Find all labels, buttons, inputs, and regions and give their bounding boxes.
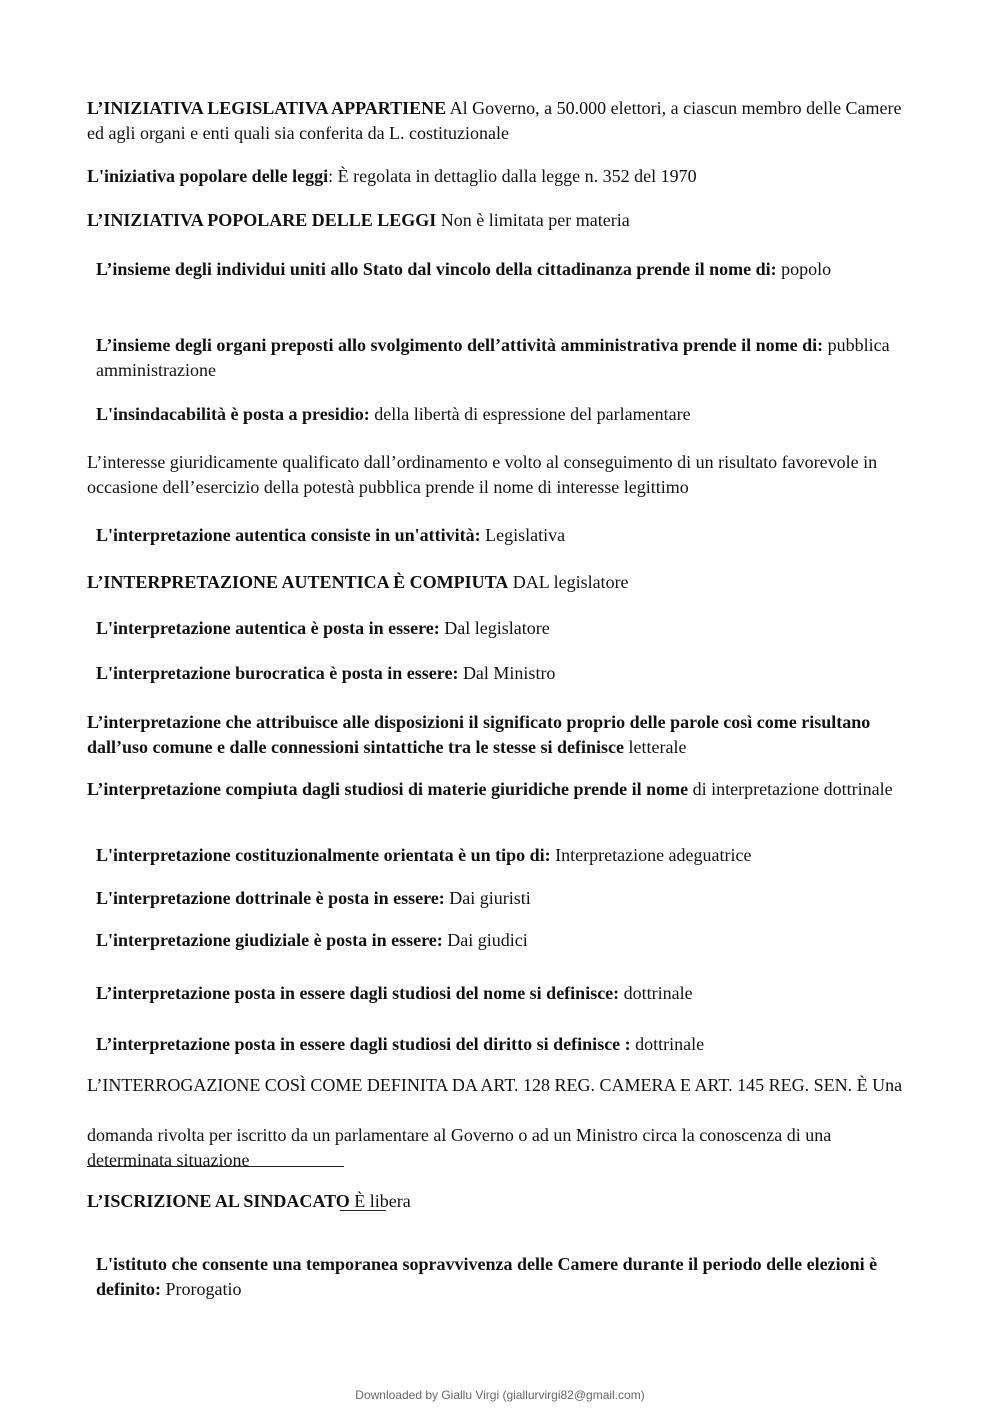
entry-question: L’INIZIATIVA LEGISLATIVA APPARTIENE — [87, 98, 447, 118]
entry-5 — [96, 402, 918, 427]
entry-question: L'istituto che consente una temporanea sopravvivenza delle Camere durante il periodo delle elezioni è definito: — [96, 1254, 878, 1299]
entry-question: L'interpretazione autentica consiste in un'attività: — [96, 525, 481, 545]
entry-answer: dottrinale — [619, 983, 693, 1003]
entry-11 — [87, 710, 917, 760]
entry-question: L’interpretazione posta in essere dagli studiosi del nome si definisce: — [96, 983, 620, 1003]
entry-answer: Non è limitata per materia — [436, 210, 630, 230]
entry-12 — [87, 777, 917, 802]
entry-10 — [96, 661, 918, 686]
entry-answer: popolo — [776, 259, 832, 279]
entry-question: L’INTERPRETAZIONE AUTENTICA È COMPIUTA — [87, 572, 509, 592]
entry-answer: dottrinale — [630, 1034, 705, 1054]
download-footer: Downloaded by Giallu Virgi (giallurvirgi82@gmail.com) — [355, 1388, 645, 1402]
entry-0 — [87, 96, 917, 146]
entry-2 — [87, 208, 917, 233]
entry-answer: Dai giuristi — [444, 888, 531, 908]
entry-9 — [96, 616, 918, 641]
entry-question: L’insieme degli organi preposti allo svolgimento dell’attività amministrativa prende il nome di: — [96, 335, 824, 355]
entry-question: L’interpretazione compiuta dagli studiosi di materie giuridiche prende il nome — [87, 779, 689, 799]
entry-question: L’interpretazione che attribuisce alle disposizioni il significato proprio delle parole così come risultano dall’uso comune e dalle connessioni sintattiche tra le stesse si definisce — [87, 712, 871, 757]
entry-question: L'insindacabilità è posta a presidio: — [96, 404, 370, 424]
entry-question: L'interpretazione dottrinale è posta in essere: — [96, 888, 445, 908]
entry-answer: Interpretazione adeguatrice — [550, 845, 752, 865]
entry-3 — [96, 257, 918, 282]
entry-answer: L’INTERROGAZIONE COSÌ COME DEFINITA DA ART. 128 REG. CAMERA E ART. 145 REG. SEN. È Una — [87, 1075, 903, 1095]
entry-answer: È libera — [349, 1191, 411, 1211]
entry-4 — [96, 333, 918, 383]
underline-rule — [340, 1210, 386, 1211]
underline-rule — [87, 1166, 344, 1167]
entry-answer: di interpretazione dottrinale — [688, 779, 893, 799]
entry-answer: Dai giudici — [442, 930, 528, 950]
entry-question: L'interpretazione giudiziale è posta in essere: — [96, 930, 443, 950]
entry-20 — [87, 1189, 917, 1214]
entry-question: L’INIZIATIVA POPOLARE DELLE LEGGI — [87, 210, 437, 230]
entry-question: L’insieme degli individui uniti allo Stato dal vincolo della cittadinanza prende il nome di: — [96, 259, 777, 279]
entry-question: L'interpretazione autentica è posta in essere: — [96, 618, 440, 638]
entry-answer: : È regolata in dettaglio dalla legge n. 352 del 1970 — [328, 166, 697, 186]
entry-answer: Dal Ministro — [458, 663, 556, 683]
entry-14 — [96, 886, 918, 911]
entry-answer: Legislativa — [480, 525, 566, 545]
entry-answer: Al Governo, a 50.000 elettori, a ciascun membro delle Camere ed agli organi e enti quali sia conferita da L. costituzionale — [87, 98, 902, 143]
entry-question: L’interpretazione posta in essere dagli studiosi del diritto si definisce : — [96, 1034, 631, 1054]
entry-13 — [96, 843, 918, 868]
entry-question: L’ISCRIZIONE AL SINDACATO — [87, 1191, 350, 1211]
entry-answer: domanda rivolta per iscritto da un parlamentare al Governo o ad un Ministro circa la conoscenza di una determinata situazione — [87, 1125, 832, 1170]
entry-21 — [96, 1252, 918, 1302]
entry-17 — [96, 1032, 918, 1057]
entry-6 — [87, 450, 917, 500]
entry-answer: Prorogatio — [161, 1279, 242, 1299]
entry-answer: Dal legislatore — [439, 618, 550, 638]
entry-answer: pubblica amministrazione — [96, 335, 890, 380]
entry-answer: letterale — [623, 737, 687, 757]
entry-question: L'iniziativa popolare delle leggi — [87, 166, 329, 186]
entry-answer: della libertà di espressione del parlamentare — [369, 404, 691, 424]
entry-answer: DAL legislatore — [508, 572, 629, 592]
entry-question: L'interpretazione burocratica è posta in essere: — [96, 663, 459, 683]
entry-16 — [96, 981, 918, 1006]
entry-18 — [87, 1073, 917, 1098]
entry-15 — [96, 928, 918, 953]
entry-question: L'interpretazione costituzionalmente orientata è un tipo di: — [96, 845, 551, 865]
entry-1 — [87, 164, 917, 189]
entry-7 — [96, 523, 918, 548]
entry-answer: L’interesse giuridicamente qualificato dall’ordinamento e volto al conseguimento di un risultato favorevole in occasione dell’esercizio della potestà pubblica prende il nome di interesse legittimo — [87, 452, 878, 497]
entry-8 — [87, 570, 917, 595]
